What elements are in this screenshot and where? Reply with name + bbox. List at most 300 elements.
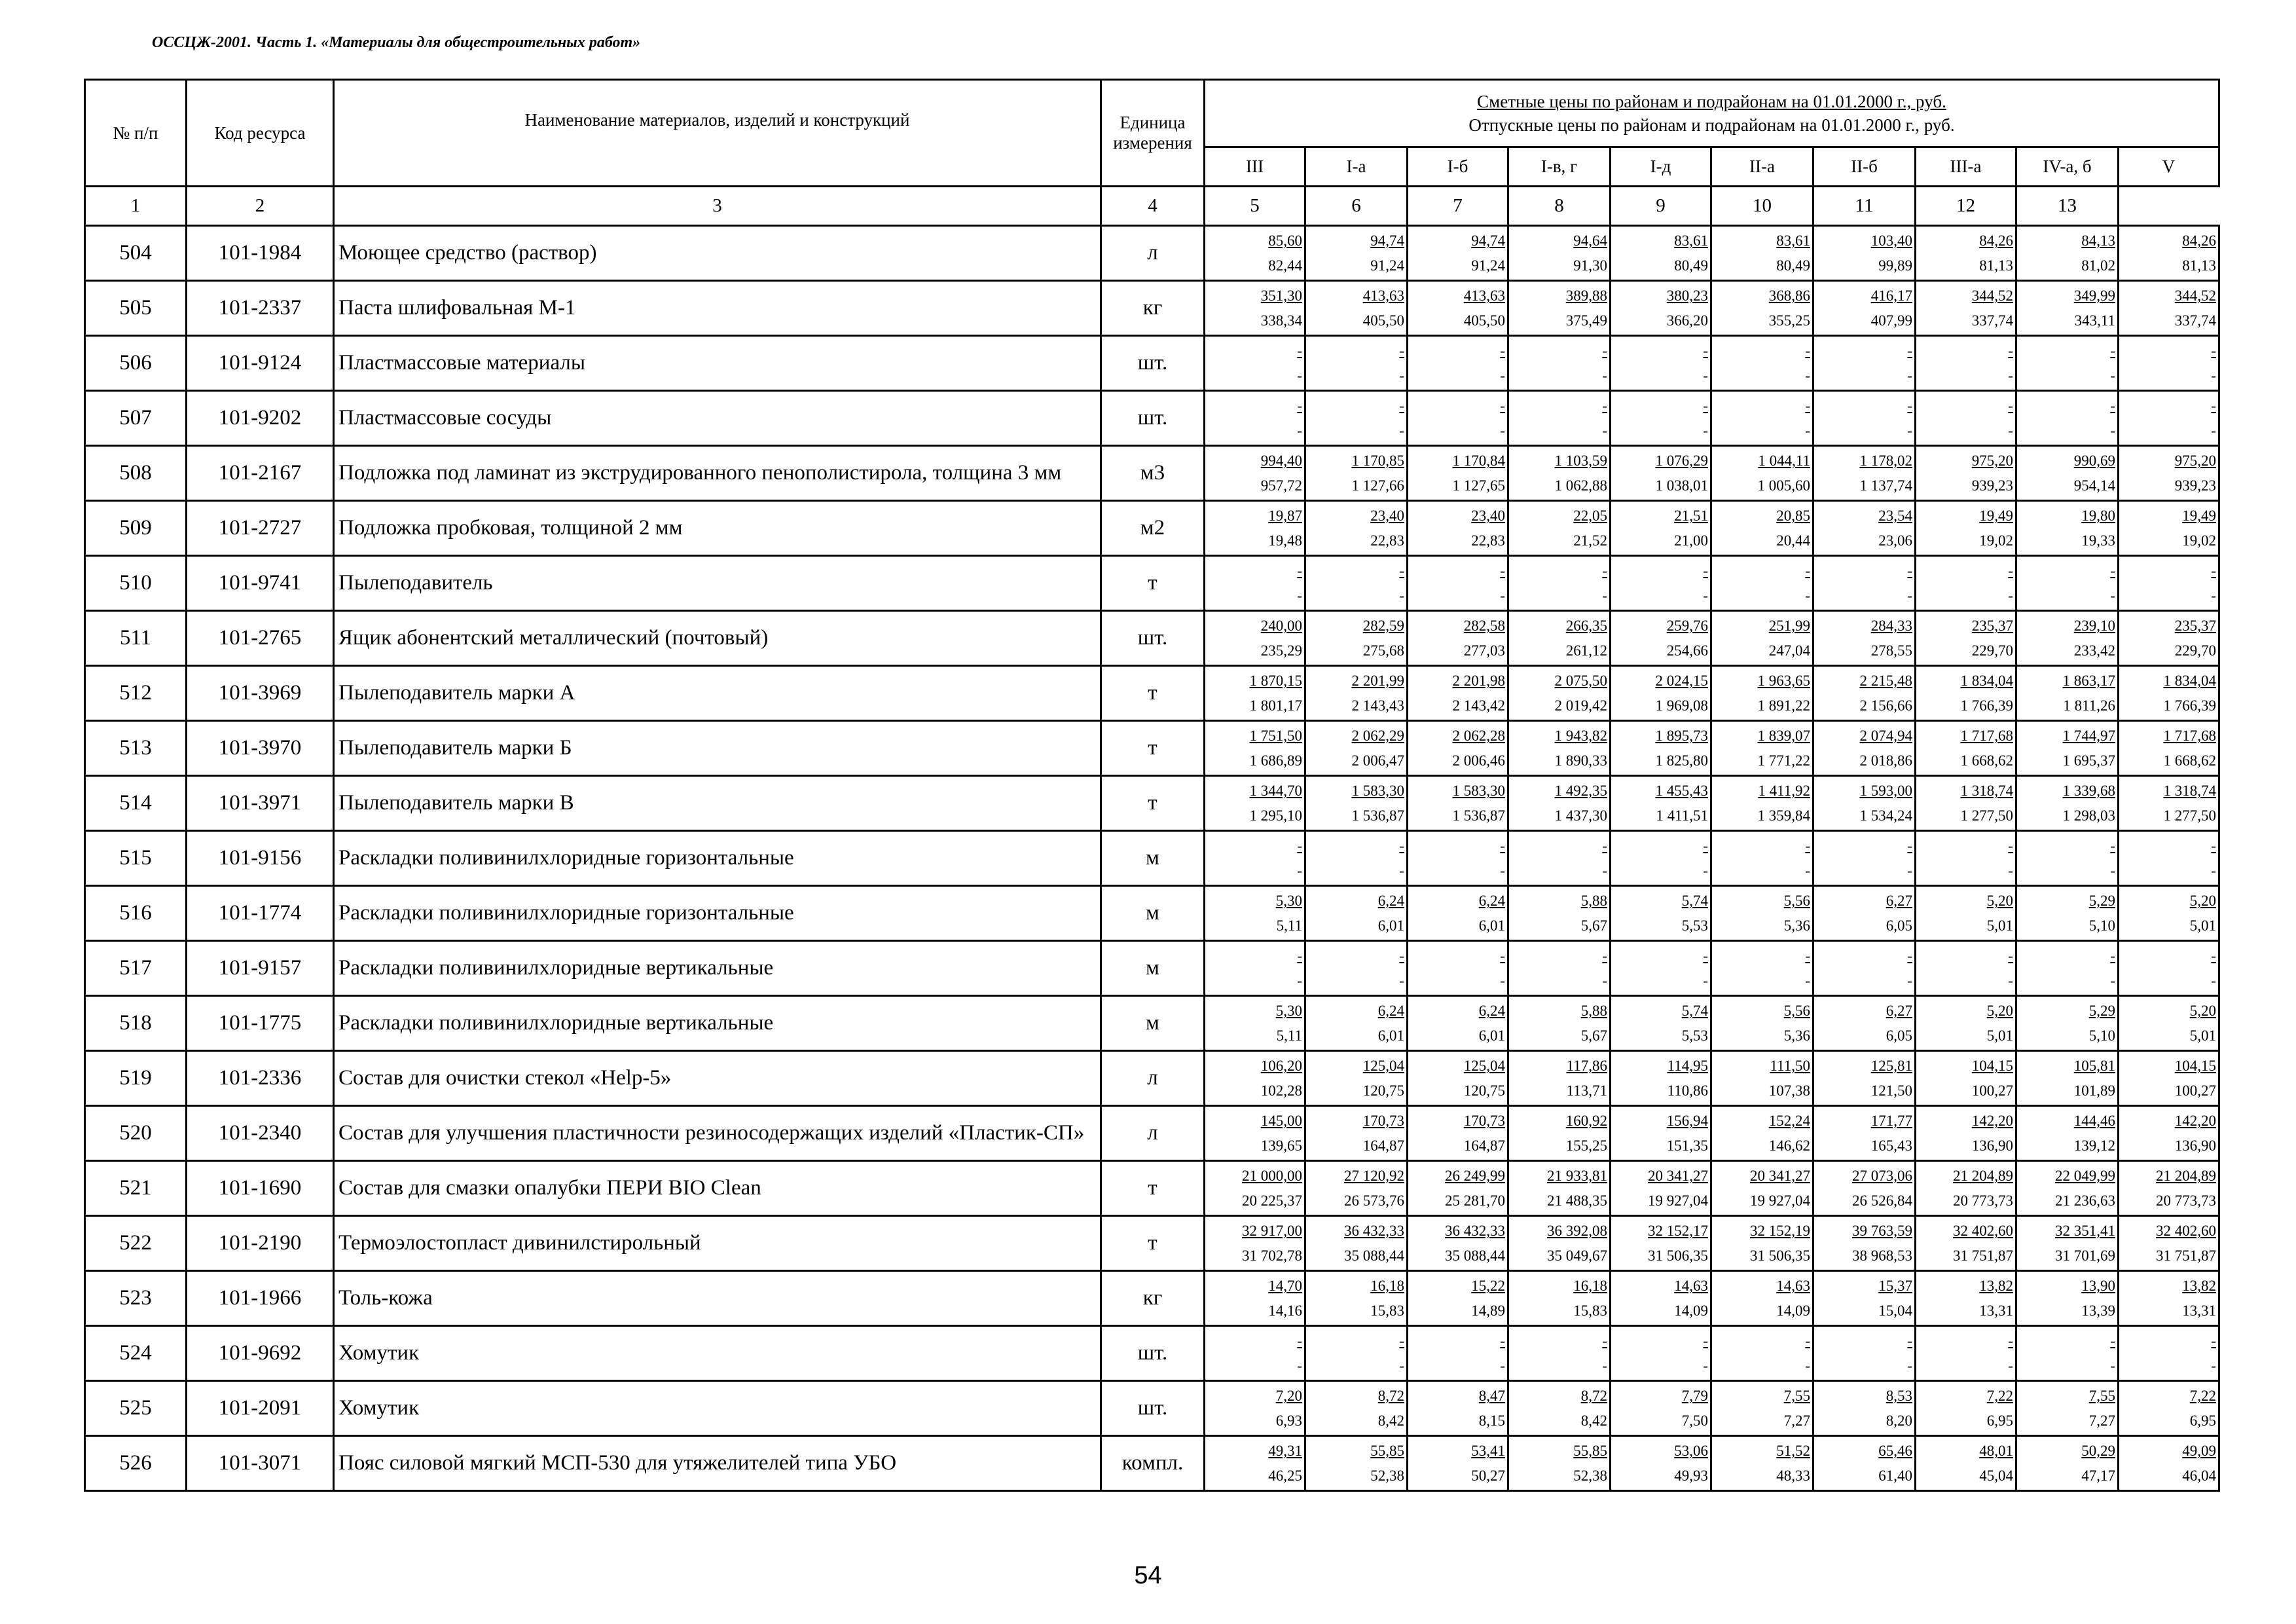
release-price: 20 773,73 [2156,1192,2216,1209]
material-name: Пластмассовые материалы [334,336,1101,391]
price-cell [1305,1436,1408,1491]
unit-of-measure: т [1101,1216,1205,1271]
table-row [85,1381,2219,1436]
release-price: 146,62 [1768,1137,1810,1154]
estimate-price: 1 344,70 [1249,783,1302,800]
price-cell [1916,1381,2016,1436]
estimate-price: - [1602,397,1607,415]
unit-of-measure: компл. [1101,1436,1205,1491]
estimate-price: 368,86 [1768,287,1810,304]
release-price: 19,02 [2182,532,2216,549]
row-number: 508 [85,446,187,501]
estimate-price: 2 074,94 [1859,728,1912,745]
column-number: 5 [1205,187,1305,226]
price-cell [1813,666,1916,721]
region-header: III-а [1916,147,2016,187]
price-cell [2016,886,2119,941]
estimate-price: - [2008,838,2013,855]
price-cell [2016,776,2119,831]
price-cell [1408,886,1508,941]
release-price: 5,01 [2189,917,2216,934]
release-price: 155,25 [1565,1137,1607,1154]
estimate-price: 156,94 [1666,1113,1708,1130]
estimate-price: - [1703,342,1708,360]
estimate-price: 994,40 [1260,452,1302,470]
estimate-price: - [1500,397,1505,415]
release-price: 1 298,03 [2062,807,2115,824]
price-cell [1305,501,1408,556]
price-cell [1916,1271,2016,1326]
price-cell [1611,721,1711,776]
price-cell [1205,721,1305,776]
estimate-price: - [1500,838,1505,855]
table-row [85,611,2219,666]
release-price: 19,33 [2081,532,2115,549]
table-row [85,281,2219,336]
release-price: 1 437,30 [1554,807,1607,824]
release-price: 19 927,04 [1648,1192,1708,1209]
region-header: I-а [1305,147,1408,187]
release-price: - [1907,587,1912,604]
estimate-price: 5,29 [2088,1003,2115,1020]
resource-code: 101-2091 [187,1381,334,1436]
release-price: - [1602,587,1607,604]
table-row [85,1161,2219,1216]
resource-code: 101-9202 [187,391,334,446]
price-cell [2016,666,2119,721]
estimate-price: - [2008,397,2013,415]
row-number: 520 [85,1106,187,1161]
resource-code: 101-9692 [187,1326,334,1381]
estimate-price: - [1602,1333,1607,1350]
price-cell [1813,1436,1916,1491]
price-cell [1916,1106,2016,1161]
release-price: 5,11 [1276,1027,1302,1044]
estimate-price: 160,92 [1565,1113,1607,1130]
price-cell [1711,996,1813,1051]
price-cell [1508,1161,1611,1216]
material-name: Состав для улучшения пластичности резиносодержащих изделий «Пластик-СП» [334,1106,1101,1161]
material-name: Состав для очистки стекол «Help-5» [334,1051,1101,1106]
price-cell [2016,1216,2119,1271]
estimate-price: 259,76 [1666,618,1708,635]
price-cell [1408,1216,1508,1271]
release-price: - [1399,367,1404,384]
release-price: 20 773,73 [1953,1192,2013,1209]
release-price: 277,03 [1463,642,1505,659]
release-price: 164,87 [1362,1137,1404,1154]
price-cell [1611,1161,1711,1216]
release-price: - [2110,422,2115,439]
price-cell [2016,391,2119,446]
price-cell [1408,1436,1508,1491]
estimate-price: 8,47 [1478,1388,1505,1405]
resource-code: 101-9124 [187,336,334,391]
price-cell [1205,1216,1305,1271]
header-num: № п/п [85,80,187,187]
table-row [85,391,2219,446]
price-cell [1305,721,1408,776]
price-cell [1508,501,1611,556]
release-price: - [1399,972,1404,989]
estimate-price: 19,87 [1268,507,1302,525]
release-price: 20,44 [1776,532,1810,549]
material-name: Пылеподавитель марки А [334,666,1101,721]
release-price: 1 766,39 [1960,697,2013,714]
estimate-price: 1 834,04 [2163,673,2216,690]
estimate-price: 51,52 [1776,1443,1810,1460]
release-price: 23,06 [1878,532,1912,549]
release-price: 366,20 [1666,312,1708,329]
release-price: 31 506,35 [1648,1247,1708,1264]
release-price: - [1399,862,1404,879]
release-price: 1 536,87 [1452,807,1505,824]
estimate-price: 84,26 [1979,232,2013,249]
price-cell [1813,886,1916,941]
estimate-price: 2 062,28 [1452,728,1505,745]
release-price: 82,44 [1268,257,1302,274]
price-cell [2016,336,2119,391]
release-price: 91,24 [1471,257,1505,274]
release-price: 235,29 [1260,642,1302,659]
release-price: 1 038,01 [1655,477,1708,494]
estimate-price: 5,29 [2088,893,2115,910]
row-number: 511 [85,611,187,666]
estimate-price: 1 318,74 [1960,783,2013,800]
price-cell [1711,1436,1813,1491]
price-cell [1916,941,2016,996]
estimate-price: 1 339,68 [2062,783,2115,800]
release-price: 139,12 [2073,1137,2115,1154]
price-cell [1305,666,1408,721]
estimate-price: 5,56 [1783,893,1810,910]
table-row [85,1216,2219,1271]
estimate-price: 240,00 [1260,618,1302,635]
column-number: 6 [1305,187,1408,226]
price-cell [1711,776,1813,831]
row-number: 514 [85,776,187,831]
row-number: 522 [85,1216,187,1271]
estimate-price: - [2110,397,2115,415]
release-price: 21,00 [1674,532,1708,549]
release-price: - [1297,367,1302,384]
release-price: - [1399,1357,1404,1374]
estimate-price: 1 103,59 [1554,452,1607,470]
price-cell [1611,996,1711,1051]
release-price: 337,74 [1971,312,2013,329]
estimate-price: 55,85 [1573,1443,1607,1460]
release-price: 31 751,87 [2156,1247,2216,1264]
price-cell [1408,1106,1508,1161]
estimate-price: 2 062,29 [1351,728,1404,745]
price-cell [1508,1436,1611,1491]
material-name: Хомутик [334,1326,1101,1381]
release-price: 22,83 [1471,532,1505,549]
release-price: 15,83 [1370,1302,1404,1319]
estimate-price: 32 402,60 [2156,1223,2216,1240]
release-price: 80,49 [1674,257,1708,274]
estimate-price: 239,10 [2073,618,2115,635]
estimate-price: 6,24 [1377,893,1404,910]
price-cell [1711,1381,1813,1436]
price-cell [1611,1271,1711,1326]
release-price: 7,27 [2088,1412,2115,1429]
estimate-price: 1 583,30 [1452,783,1505,800]
price-cell [1813,611,1916,666]
estimate-price: - [1805,397,1810,415]
unit-of-measure: т [1101,556,1205,611]
estimate-price: 6,24 [1478,1003,1505,1020]
estimate-price: 21,51 [1674,507,1708,525]
estimate-price: 23,54 [1878,507,1912,525]
price-cell [1813,226,1916,281]
estimate-price: 7,55 [1783,1388,1810,1405]
table-row [85,1051,2219,1106]
row-number: 510 [85,556,187,611]
price-cell [1205,941,1305,996]
estimate-price: 1 834,04 [1960,673,2013,690]
release-price: 1 127,65 [1452,477,1505,494]
release-price: 1 771,22 [1757,752,1810,769]
release-price: - [1602,862,1607,879]
estimate-price: 975,20 [1971,452,2013,470]
estimate-price: 284,33 [1870,618,1912,635]
column-number: 13 [2016,187,2119,226]
resource-code: 101-1775 [187,996,334,1051]
release-price: 355,25 [1768,312,1810,329]
price-cell [1508,941,1611,996]
release-price: - [1907,367,1912,384]
price-cell [1916,391,2016,446]
estimate-price: 1 870,15 [1249,673,1302,690]
unit-of-measure: м [1101,941,1205,996]
price-cell [1916,1161,2016,1216]
price-cell [1205,281,1305,336]
estimate-price: - [1907,342,1912,360]
release-price: 5,36 [1783,917,1810,934]
price-cell [1508,1271,1611,1326]
release-price: - [1805,422,1810,439]
resource-code: 101-3969 [187,666,334,721]
unit-of-measure: л [1101,1106,1205,1161]
estimate-price: 413,63 [1463,287,1505,304]
release-price: - [1297,587,1302,604]
release-price: 100,27 [2174,1082,2216,1099]
release-price: 261,12 [1565,642,1607,659]
release-price: - [2211,972,2216,989]
estimate-price: 84,26 [2182,232,2216,249]
estimate-price: 171,77 [1870,1113,1912,1130]
column-number: 10 [1711,187,1813,226]
header-prices [1205,80,2219,147]
row-number: 517 [85,941,187,996]
row-number: 521 [85,1161,187,1216]
price-cell [1205,1326,1305,1381]
price-cell [1916,446,2016,501]
column-number: 3 [334,187,1101,226]
release-price: 1 668,62 [1960,752,2013,769]
price-cell [1508,776,1611,831]
price-cell [2119,776,2219,831]
estimate-price: - [2110,1333,2115,1350]
price-cell [1305,611,1408,666]
release-price: 101,89 [2073,1082,2115,1099]
estimate-price: - [1399,1333,1404,1350]
unit-of-measure: кг [1101,1271,1205,1326]
release-price: 1 811,26 [2063,697,2115,714]
price-cell [1408,996,1508,1051]
release-price: 13,39 [2081,1302,2115,1319]
estimate-price: 144,46 [2073,1113,2115,1130]
release-price: - [2110,587,2115,604]
release-price: 48,33 [1776,1467,1810,1484]
estimate-price: 1 178,02 [1859,452,1912,470]
release-price: 375,49 [1565,312,1607,329]
estimate-price: 50,29 [2081,1443,2115,1460]
price-cell [1305,831,1408,886]
release-price: 81,13 [2182,257,2216,274]
price-cell [1611,1051,1711,1106]
estimate-price: 6,27 [1886,1003,1912,1020]
release-price: 139,65 [1260,1137,1302,1154]
price-cell [1813,501,1916,556]
resource-code: 101-9156 [187,831,334,886]
price-cell [2119,1106,2219,1161]
column-number: 8 [1508,187,1611,226]
resource-code: 101-9741 [187,556,334,611]
price-cell [1711,556,1813,611]
estimate-price: - [1297,397,1302,415]
price-cell [1205,996,1305,1051]
price-cell [1611,941,1711,996]
release-price: 405,50 [1463,312,1505,329]
material-name: Ящик абонентский металлический (почтовый) [334,611,1101,666]
row-number: 515 [85,831,187,886]
price-cell [1611,336,1711,391]
price-cell [1408,281,1508,336]
release-price: 13,31 [1979,1302,2013,1319]
region-header: III [1205,147,1305,187]
estimate-price: - [1297,838,1302,855]
estimate-price: 975,20 [2174,452,2216,470]
price-cell [1916,501,2016,556]
release-price: 151,35 [1666,1137,1708,1154]
release-price: 229,70 [2174,642,2216,659]
release-price: 61,40 [1878,1467,1912,1484]
material-name: Подложка под ламинат из экструдированного пенополистирола, толщина 3 мм [334,446,1101,501]
release-price: 113,71 [1566,1082,1607,1099]
price-cell [2119,501,2219,556]
release-price: 99,89 [1878,257,1912,274]
estimate-price: - [2110,342,2115,360]
price-cell [1916,1326,2016,1381]
price-cell [1205,886,1305,941]
estimate-price: 14,70 [1268,1278,1302,1295]
table-row [85,556,2219,611]
estimate-price: - [1907,838,1912,855]
estimate-price: 1 170,85 [1351,452,1404,470]
price-cell [1305,886,1408,941]
estimate-price: - [2110,948,2115,965]
release-price: 5,53 [1681,917,1708,934]
price-cell [1916,226,2016,281]
price-cell [2119,1216,2219,1271]
table-row [85,941,2219,996]
estimate-price: 22,05 [1573,507,1607,525]
price-cell [1408,226,1508,281]
estimate-price: - [1907,948,1912,965]
price-cell [1711,391,1813,446]
material-name: Термоэлостопласт дивинилстирольный [334,1216,1101,1271]
price-cell [1305,281,1408,336]
price-cell [2119,721,2219,776]
unit-of-measure: т [1101,666,1205,721]
release-price: 6,01 [1478,1027,1505,1044]
price-cell [2016,1106,2119,1161]
estimate-price: 344,52 [1971,287,2013,304]
estimate-price: - [2110,838,2115,855]
estimate-price: 5,20 [1986,1003,2013,1020]
material-name: Раскладки поливинилхлоридные горизонтальные [334,886,1101,941]
price-cell [1408,831,1508,886]
price-cell [1305,556,1408,611]
price-cell [1205,446,1305,501]
estimate-price: 27 120,92 [1344,1168,1404,1185]
material-name: Моющее средство (раствор) [334,226,1101,281]
price-cell [1611,446,1711,501]
estimate-price: 16,18 [1370,1278,1404,1295]
price-cell [1408,391,1508,446]
column-number: 11 [1813,187,1916,226]
price-cell [1205,1051,1305,1106]
release-price: 14,09 [1776,1302,1810,1319]
price-cell [1813,1106,1916,1161]
estimate-price: 6,24 [1377,1003,1404,1020]
resource-code: 101-3971 [187,776,334,831]
unit-of-measure: шт. [1101,391,1205,446]
price-cell [1305,1051,1408,1106]
release-price: 405,50 [1362,312,1404,329]
estimate-price: 5,30 [1275,893,1302,910]
price-cell [1813,941,1916,996]
price-cell [1916,721,2016,776]
estimate-price: 266,35 [1565,618,1607,635]
price-cell [1711,941,1813,996]
price-cell [1305,226,1408,281]
unit-of-measure: т [1101,721,1205,776]
release-price: - [2008,862,2013,879]
price-cell [2119,996,2219,1051]
price-cell [1508,391,1611,446]
region-header: IV-а, б [2016,147,2119,187]
price-cell [1508,666,1611,721]
price-cell [1508,996,1611,1051]
price-cell [1305,776,1408,831]
release-price: - [1805,367,1810,384]
release-price: 5,36 [1783,1027,1810,1044]
release-price: 21,52 [1573,532,1607,549]
price-cell [1916,666,2016,721]
price-cell [1711,611,1813,666]
material-name: Пластмассовые сосуды [334,391,1101,446]
estimate-price: 104,15 [1971,1058,2013,1075]
resource-code: 101-2190 [187,1216,334,1271]
estimate-price: 380,23 [1666,287,1708,304]
price-cell [1711,1106,1813,1161]
release-price: 120,75 [1362,1082,1404,1099]
estimate-price: 26 249,99 [1445,1168,1505,1185]
release-price: - [1703,422,1708,439]
